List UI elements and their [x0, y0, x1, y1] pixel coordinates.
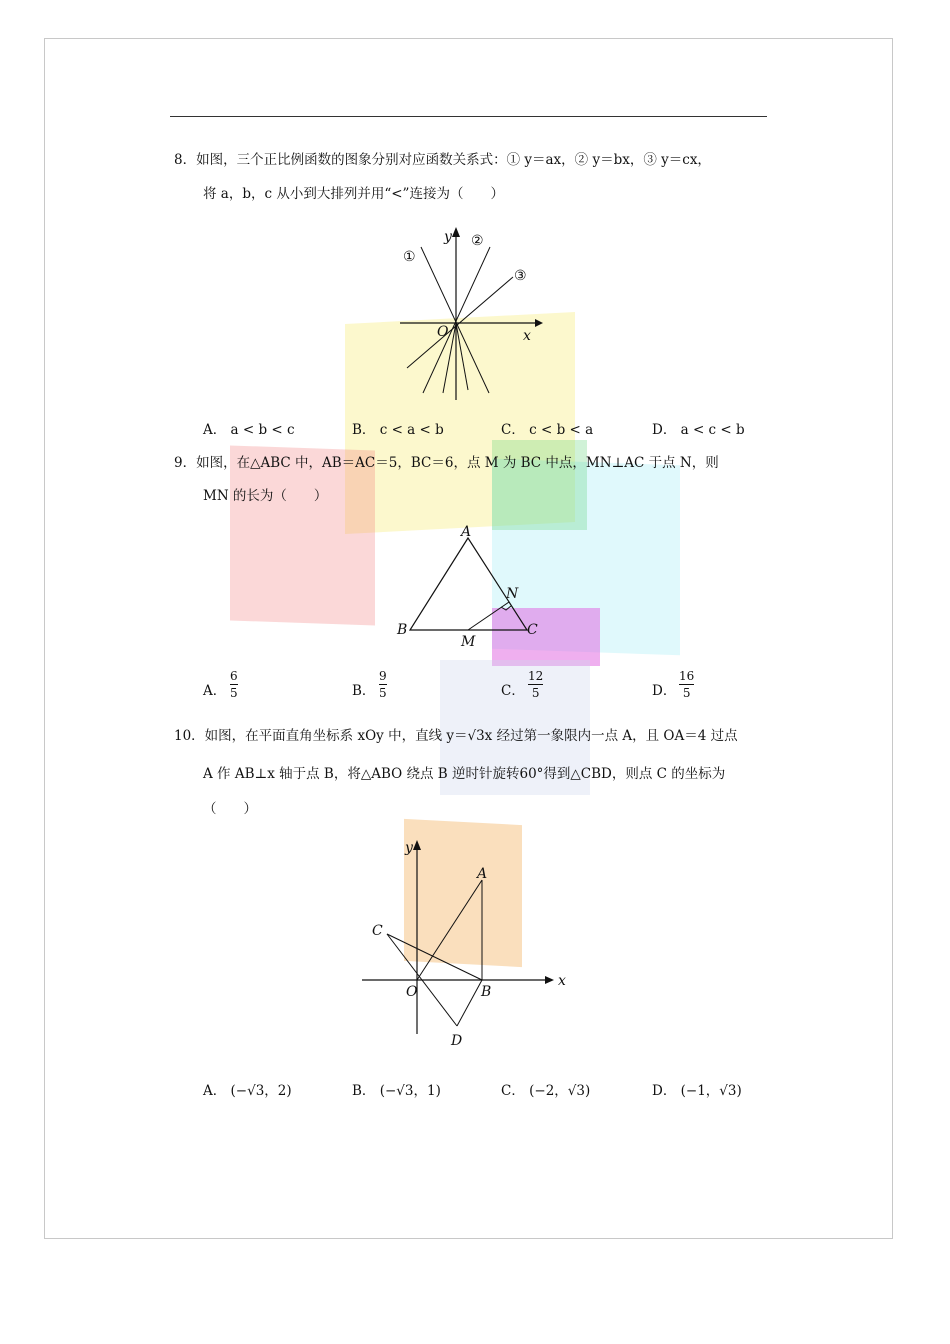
q9-vertex-b: B — [397, 622, 408, 638]
q9-option-b-fraction[interactable]: 9 5 — [379, 669, 387, 700]
q8-y-axis-label: y — [444, 229, 452, 245]
q9-point-n: N — [506, 586, 519, 602]
q10-option-d[interactable]: D． (−1，√3) — [652, 1083, 742, 1099]
q10-origin-label: O — [406, 984, 418, 1000]
q9-option-b-label[interactable]: B． — [352, 683, 376, 699]
q8-stem-line1: 8．如图，三个正比例函数的图象分别对应函数关系式：① y＝ax，② y＝bx，③ y＝cx， — [174, 152, 711, 168]
q9-option-a-fraction[interactable]: 6 5 — [230, 669, 238, 700]
q10-stem-line3: （ ） — [203, 801, 257, 817]
q8-origin-label: O — [437, 324, 449, 340]
q10-y-axis-label: y — [405, 840, 413, 856]
q8-line2-label: ② — [471, 233, 484, 249]
q10-point-b: B — [481, 984, 492, 1000]
q10-stem-line1: 10．如图，在平面直角坐标系 xOy 中，直线 y＝√3x 经过第一象限内一点 A，且 OA＝4 过点 — [174, 728, 738, 744]
q10-option-c[interactable]: C． (−2，√3) — [501, 1083, 591, 1099]
q8-stem-line2: 将 a，b，c 从小到大排列并用“<”连接为（ ） — [203, 186, 504, 202]
q9-option-d-fraction[interactable]: 16 5 — [679, 669, 695, 700]
q9-option-c-fraction[interactable]: 12 5 — [528, 669, 544, 700]
q8-option-a[interactable]: A． a < b < c — [203, 422, 295, 438]
q10-point-d: D — [451, 1033, 463, 1049]
q8-figure — [395, 225, 545, 405]
q9-figure — [395, 522, 555, 652]
q8-x-axis-label: x — [523, 328, 531, 344]
q8-option-b[interactable]: B． c < a < b — [352, 422, 444, 438]
q9-point-m: M — [461, 634, 476, 650]
q9-stem-line2: MN 的长为（ ） — [203, 488, 328, 504]
q9-option-a-label[interactable]: A． — [203, 683, 227, 699]
q9-vertex-c: C — [527, 622, 538, 638]
q9-stem-line1: 9．如图，在△ABC 中，AB＝AC＝5，BC＝6，点 M 为 BC 中点，MN⊥AC 于点 N，则 — [174, 455, 719, 471]
q8-option-d[interactable]: D． a < c < b — [652, 422, 745, 438]
q10-point-c: C — [372, 923, 383, 939]
q9-option-d-label[interactable]: D． — [652, 683, 677, 699]
q10-x-axis-label: x — [558, 973, 566, 989]
q10-stem-line2: A 作 AB⊥x 轴于点 B，将△ABO 绕点 B 逆时针旋转60°得到△CBD，则点 C 的坐标为 — [203, 766, 726, 782]
q10-figure — [360, 838, 580, 1053]
q9-option-c-label[interactable]: C． — [501, 683, 525, 699]
q8-option-c[interactable]: C． c < b < a — [501, 422, 594, 438]
q10-option-a[interactable]: A． (−√3，2) — [203, 1083, 292, 1099]
q10-point-a: A — [477, 866, 488, 882]
header-rule — [170, 116, 767, 117]
q8-line1-label: ① — [403, 249, 416, 265]
q8-line3-label: ③ — [514, 268, 527, 284]
q9-vertex-a: A — [461, 524, 472, 540]
q10-option-b[interactable]: B． (−√3，1) — [352, 1083, 441, 1099]
watermark-red — [230, 445, 375, 625]
